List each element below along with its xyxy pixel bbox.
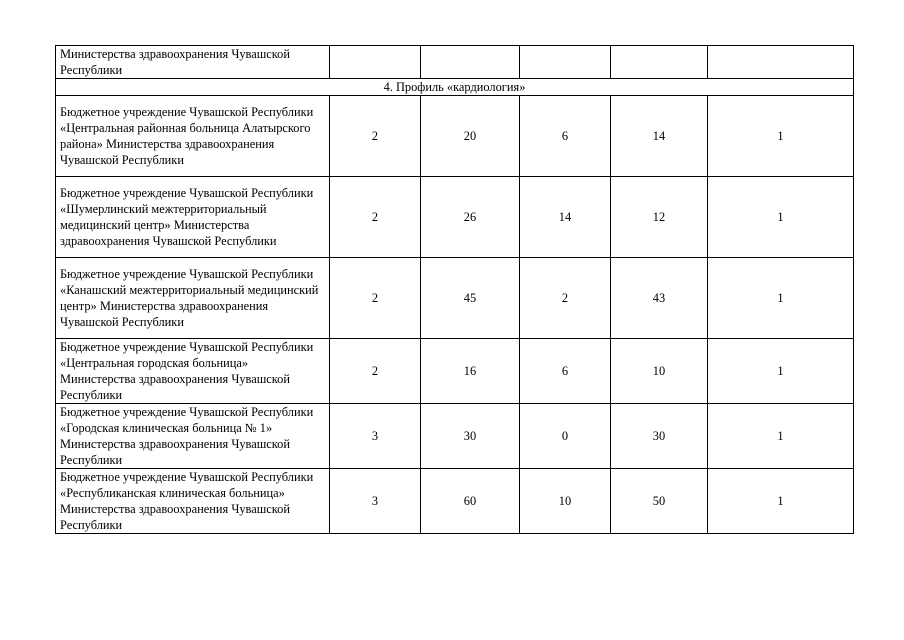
table-row (56, 96, 854, 177)
organization-cell: Бюджетное учреждение Чувашской Республики «Центральная районная больница Алатырского района» Министерства здравоохранения Чувашской Республики (56, 96, 330, 177)
table-row-carry-over (56, 46, 854, 79)
value-cell-col5: 1 (708, 469, 854, 534)
value-cell-col1: 2 (330, 177, 421, 258)
organization-cell: Министерства здравоохранения Чувашской Республики (56, 46, 330, 79)
value-cell-col3: 0 (520, 404, 611, 469)
table-row (56, 177, 854, 258)
value-cell-col3: 14 (520, 177, 611, 258)
organization-cell: Бюджетное учреждение Чувашской Республики «Шумерлинский межтерриториальный медицинский центр» Министерства здравоохранения Чувашской Республики (56, 177, 330, 258)
value-cell-col2: 30 (421, 404, 520, 469)
value-cell-col1: 2 (330, 339, 421, 404)
value-cell-col5: 1 (708, 96, 854, 177)
value-cell-col4: 43 (611, 258, 708, 339)
organization-cell: Бюджетное учреждение Чувашской Республики «Республиканская клиническая больница» Министерства здравоохранения Чувашской Республики (56, 469, 330, 534)
table-row (56, 404, 854, 469)
value-cell-col2: 16 (421, 339, 520, 404)
value-cell-col3: 6 (520, 339, 611, 404)
value-cell-col2: 26 (421, 177, 520, 258)
table-row (56, 469, 854, 534)
empty-cell (421, 46, 520, 79)
value-cell-col3: 6 (520, 96, 611, 177)
value-cell-col5: 1 (708, 258, 854, 339)
organization-cell: Бюджетное учреждение Чувашской Республики «Центральная городская больница» Министерства здравоохранения Чувашской Республики (56, 339, 330, 404)
section-title: 4. Профиль «кардиология» (56, 79, 854, 96)
profile-table (55, 45, 854, 534)
value-cell-col1: 3 (330, 404, 421, 469)
empty-cell (330, 46, 421, 79)
value-cell-col1: 3 (330, 469, 421, 534)
value-cell-col4: 30 (611, 404, 708, 469)
value-cell-col5: 1 (708, 404, 854, 469)
value-cell-col1: 2 (330, 258, 421, 339)
empty-cell (611, 46, 708, 79)
value-cell-col4: 14 (611, 96, 708, 177)
empty-cell (520, 46, 611, 79)
value-cell-col4: 12 (611, 177, 708, 258)
value-cell-col3: 10 (520, 469, 611, 534)
organization-cell: Бюджетное учреждение Чувашской Республики «Городская клиническая больница № 1» Министерства здравоохранения Чувашской Республики (56, 404, 330, 469)
value-cell-col3: 2 (520, 258, 611, 339)
value-cell-col5: 1 (708, 339, 854, 404)
value-cell-col5: 1 (708, 177, 854, 258)
value-cell-col4: 50 (611, 469, 708, 534)
value-cell-col2: 45 (421, 258, 520, 339)
table-row (56, 339, 854, 404)
value-cell-col1: 2 (330, 96, 421, 177)
empty-cell (708, 46, 854, 79)
section-row (56, 79, 854, 96)
value-cell-col2: 60 (421, 469, 520, 534)
value-cell-col2: 20 (421, 96, 520, 177)
organization-cell: Бюджетное учреждение Чувашской Республики «Канашский межтерриториальный медицинский центр» Министерства здравоохранения Чувашской Республики (56, 258, 330, 339)
value-cell-col4: 10 (611, 339, 708, 404)
table-row (56, 258, 854, 339)
